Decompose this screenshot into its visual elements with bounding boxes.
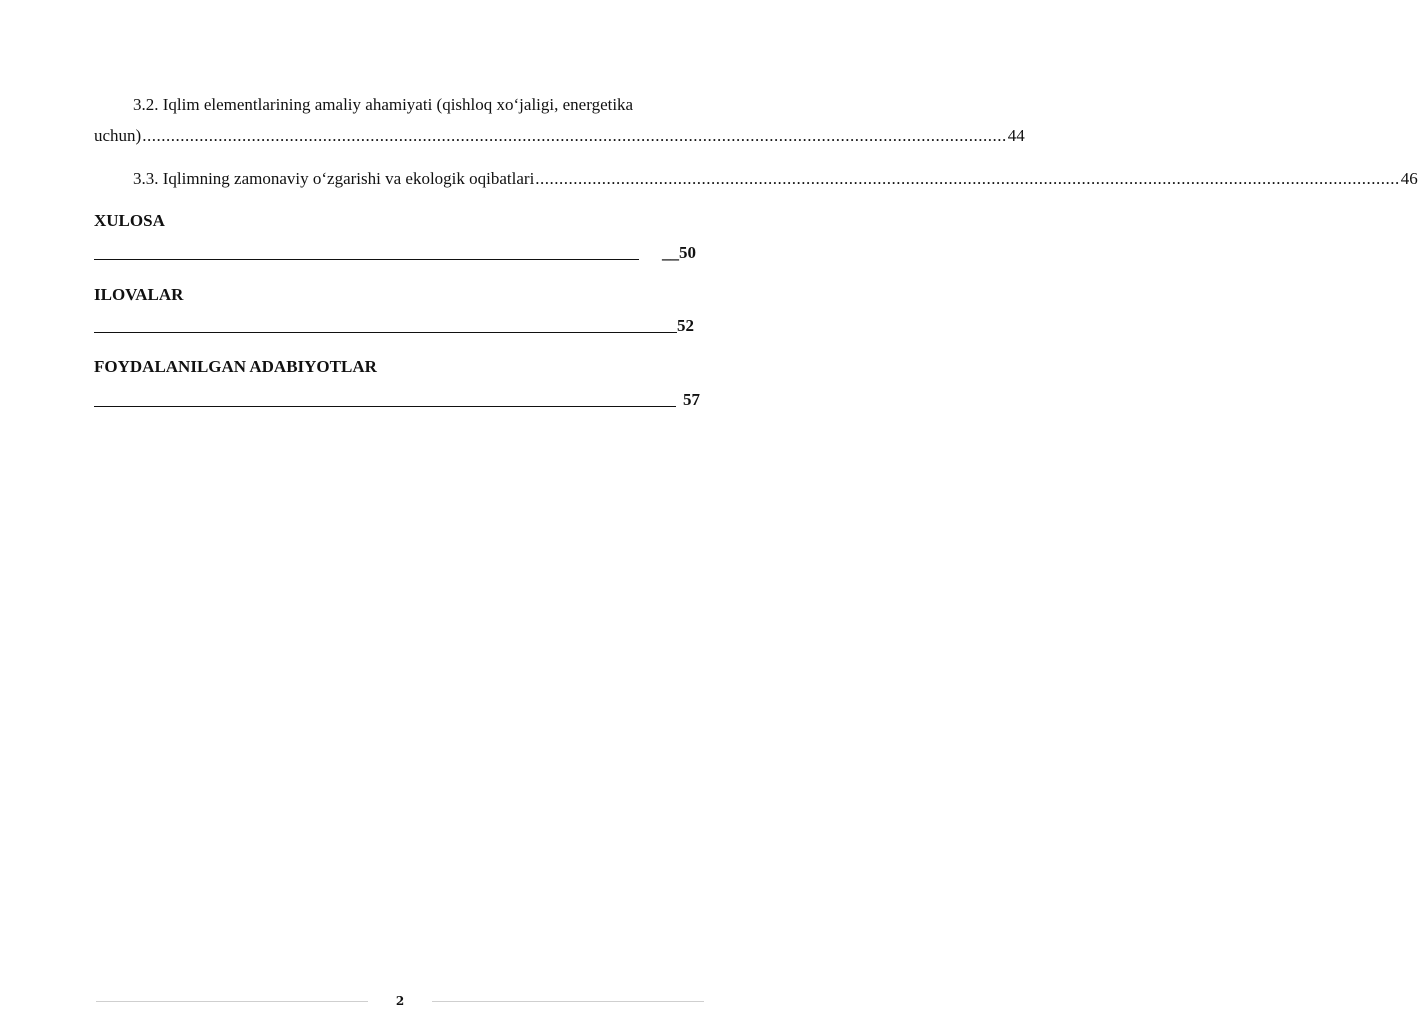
toc-entry-3-3: [133, 169, 1418, 189]
toc-heading-adabiyotlar: FOYDALANILGAN ADABIYOTLAR: [94, 357, 377, 376]
toc-rule-ilovalar: [94, 316, 704, 336]
underline-rule: [94, 406, 676, 407]
toc-entry-3-2-line2: [94, 126, 1025, 146]
footer-divider-left: [96, 1001, 368, 1002]
dot-leader: ......................................................................................................................................................................................: [142, 126, 1007, 145]
dot-leader: ......................................................................................................................................................................................: [535, 169, 1400, 188]
toc-entry-3-3-text: 3.3. Iqlimning zamonaviy o‘zgarishi va ekologik oqibatlari: [133, 169, 535, 188]
toc-heading-xulosa: XULOSA: [94, 211, 165, 230]
toc-entry-3-2-line1: 3.2. Iqlim elementlarining amaliy ahamiyati (qishloq xo‘jaligi, energetika: [133, 95, 634, 114]
toc-rule-xulosa: [94, 243, 704, 263]
toc-xulosa-page: __50: [662, 243, 696, 262]
toc-heading-ilovalar: ILOVALAR: [94, 285, 184, 304]
toc-entry-3-2-page: 44: [1007, 126, 1025, 145]
underline-rule: [94, 259, 639, 260]
toc-adabiyotlar-page: 57: [683, 390, 700, 409]
footer-page-number: 2: [395, 994, 405, 1008]
underline-rule: [94, 332, 677, 333]
toc-ilovalar-page: 52: [677, 316, 694, 335]
toc-entry-3-2-text-continued: uchun): [94, 126, 142, 145]
toc-rule-adabiyotlar: [94, 390, 704, 410]
toc-entry-3-3-page: 46: [1400, 169, 1418, 188]
footer-divider-right: [432, 1001, 704, 1002]
